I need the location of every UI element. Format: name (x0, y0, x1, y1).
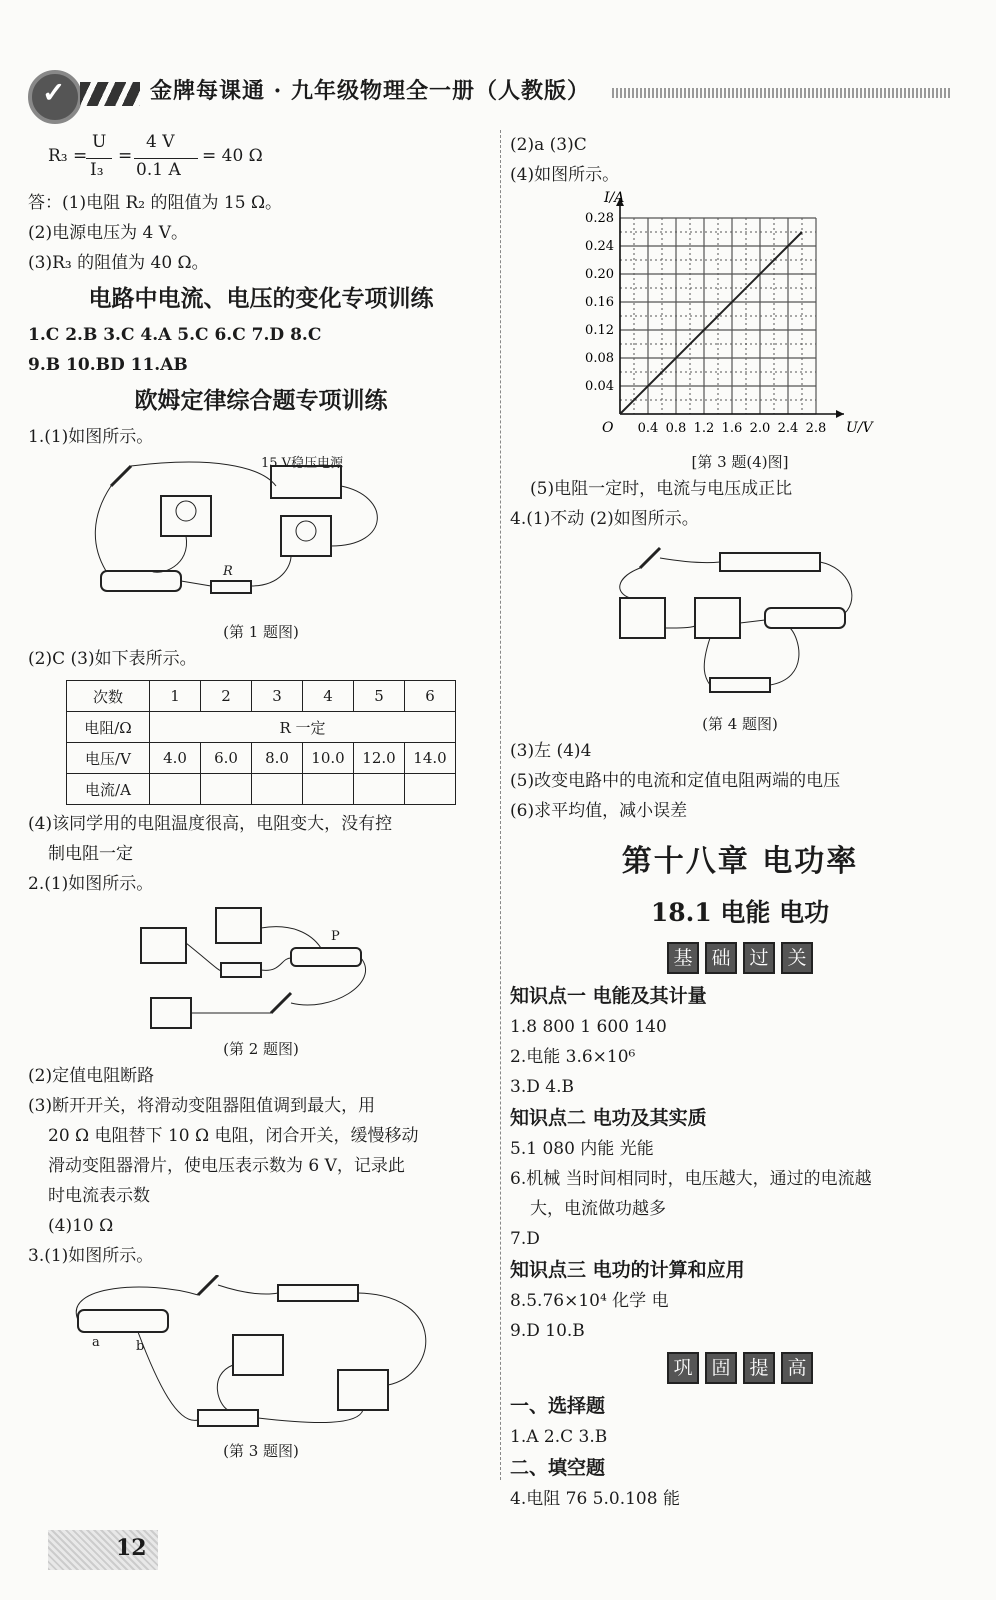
battery-3 (278, 1285, 358, 1301)
meter-8 (695, 598, 740, 638)
q2-part3-line2: 20 Ω 电阻替下 10 Ω 电阻，闭合开关，缓慢移动 (48, 1126, 419, 1146)
r-line-4: 4.(1)不动 (2)如图所示。 (510, 509, 699, 529)
x-tick-label: 2.4 (777, 421, 799, 436)
switch-3 (198, 1275, 218, 1295)
rheostat-3 (78, 1310, 168, 1332)
formula-i: I₃ (90, 160, 104, 180)
iu-graph (570, 190, 930, 450)
wire-o (138, 1332, 198, 1420)
page-header (0, 60, 996, 130)
medal-icon (28, 70, 82, 124)
answer-3: (3)R₃ 的阻值为 40 Ω。 (28, 253, 209, 273)
figure-2-caption: (第 2 题图) (223, 1040, 299, 1058)
q2-text: 2.(1)如图所示。 (28, 874, 154, 894)
switch-2 (271, 993, 291, 1013)
r-line-5: (3)左 (4)4 (510, 741, 592, 761)
section-title: 18.1 电能 电功 (650, 898, 830, 927)
meter-7 (620, 598, 665, 638)
data-table (66, 680, 456, 805)
frac-line-1 (86, 158, 112, 159)
page-number: 12 (116, 1535, 147, 1561)
point-b-label: b (136, 1339, 145, 1354)
wire-x (770, 628, 799, 685)
r-line-7: (6)求平均值，减小误差 (510, 801, 688, 821)
slider-label: P (331, 929, 340, 944)
graph-caption: [第 3 题(4)图] (691, 453, 789, 471)
x-axis-label: U/V (846, 420, 873, 436)
badge-char: 基 (667, 942, 699, 974)
header-title: 金牌每课通 · 九年级物理全一册（人教版） (150, 78, 590, 104)
battery-2 (151, 998, 191, 1028)
formula-prefix: R₃ = (48, 146, 88, 166)
heading-fill: 二、填空题 (510, 1457, 606, 1479)
power-label: 15 V稳压电源 (261, 456, 344, 471)
resistor-1 (211, 581, 251, 593)
wire-t (620, 568, 640, 598)
table-row (67, 743, 456, 774)
header-rule (612, 88, 952, 98)
formula-u: U (92, 132, 107, 152)
x-axis-arrow (836, 410, 844, 418)
table-cell: 电流/A (67, 774, 150, 805)
x-tick-label: 1.2 (693, 421, 715, 436)
knowledge-point-2: 知识点二 电功及其实质 (510, 1107, 707, 1129)
wire-m (218, 1285, 278, 1294)
resistor-2 (221, 963, 261, 977)
wire-n (358, 1293, 426, 1385)
wire-k (261, 927, 321, 948)
rheostat-1 (101, 571, 181, 591)
wire-d (181, 581, 211, 586)
wire-g (186, 943, 221, 971)
rheostat-2 (291, 948, 361, 966)
table-cell: 电阻/Ω (67, 712, 150, 743)
wire-c (331, 486, 377, 546)
formula-result: = 40 Ω (202, 146, 263, 166)
section-title-1: 电路中电流、电压的变化专项训练 (88, 285, 434, 312)
right-column (510, 130, 970, 1514)
answer-2: (2)电源电压为 4 V。 (28, 223, 188, 243)
table-row (67, 712, 456, 743)
badge-char: 础 (705, 942, 737, 974)
frac-line-2 (134, 158, 198, 159)
ammeter-1 (161, 496, 211, 536)
table-header: 2 (201, 681, 252, 712)
badge-char: 过 (743, 942, 775, 974)
wire-q (258, 1410, 363, 1423)
table-cell (354, 774, 405, 805)
y-tick-label: 0.12 (585, 323, 614, 338)
table-cell: R 一定 (150, 712, 456, 743)
y-tick-label: 0.16 (585, 295, 614, 310)
q2-part3-line4: 时电流表示数 (48, 1186, 150, 1206)
knowledge-point-3: 知识点三 电功的计算和应用 (510, 1259, 745, 1281)
origin-label: O (602, 420, 614, 436)
table-cell (252, 774, 303, 805)
table-cell (303, 774, 354, 805)
switch-4 (640, 548, 660, 568)
r-line-3: (5)电阻一定时，电流与电压成正比 (530, 479, 793, 499)
y-axis-label: I/A (604, 190, 625, 206)
wire-s (820, 562, 852, 613)
battery-4 (720, 553, 820, 571)
switch-1 (111, 466, 131, 486)
y-tick-label: 0.20 (585, 267, 614, 282)
wire-h (261, 958, 291, 970)
q2-part2: (2)定值电阻断路 (28, 1066, 155, 1086)
x-tick-label: 2.0 (749, 421, 771, 436)
x-tick-label: 0.4 (637, 421, 659, 436)
k-line-2: 2.电能 3.6×10⁶ (510, 1047, 636, 1067)
meter-dial-2 (296, 521, 316, 541)
table-cell: 14.0 (405, 743, 456, 774)
meter-3 (141, 928, 186, 963)
table-cell: 6.0 (201, 743, 252, 774)
formula-den: 0.1 A (136, 160, 181, 180)
figure-1-caption: (第 1 题图) (223, 623, 299, 641)
meter-5 (233, 1335, 283, 1375)
q2-part4: (4)10 Ω (48, 1216, 114, 1236)
table-cell: 10.0 (303, 743, 354, 774)
badge-char: 关 (781, 942, 813, 974)
left-column (28, 130, 494, 1463)
stripes-decoration (80, 82, 140, 106)
resistor-label: R (223, 564, 233, 579)
table-cell: 8.0 (252, 743, 303, 774)
k-line-8: 8.5.76×10⁴ 化学 电 (510, 1291, 669, 1311)
sec1-answers-1: 1.C 2.B 3.C 4.A 5.C 6.C 7.D 8.C (28, 325, 322, 345)
series-line (620, 232, 802, 414)
badge-char: 提 (743, 1352, 775, 1384)
table-cell: 电压/V (67, 743, 150, 774)
sec1-answers-2: 9.B 10.BD 11.AB (28, 355, 188, 375)
y-tick-label: 0.28 (585, 211, 614, 226)
wire-v (740, 620, 765, 623)
q2-part3-line1: (3)断开开关，将滑动变阻器阻值调到最大，用 (28, 1096, 376, 1116)
rheostat-4 (765, 608, 845, 628)
answer-1: 答：(1)电阻 R₂ 的阻值为 15 Ω。 (28, 193, 283, 213)
y-tick-label: 0.04 (585, 379, 614, 394)
table-cell (405, 774, 456, 805)
figure-4-svg (610, 538, 870, 708)
badge-char: 高 (781, 1352, 813, 1384)
formula-num: 4 V (146, 132, 175, 152)
wire-a (95, 486, 111, 571)
table-header: 1 (150, 681, 201, 712)
q3-text: 3.(1)如图所示。 (28, 1246, 154, 1266)
wire-f (151, 536, 187, 572)
r-line-6: (5)改变电路中的电流和定值电阻两端的电压 (510, 771, 841, 791)
basic-badge (510, 942, 970, 974)
r-line-1: (2)a (3)C (510, 135, 587, 155)
figure-3-caption: (第 3 题图) (223, 1442, 299, 1460)
figure-4-caption: (第 4 题图) (702, 715, 778, 733)
k-line-7: 7.D (510, 1229, 540, 1249)
resistor-4 (710, 678, 770, 692)
x-tick-label: 1.6 (721, 421, 743, 436)
table-cell: 4.0 (150, 743, 201, 774)
table-cell: 12.0 (354, 743, 405, 774)
meter-4 (216, 908, 261, 943)
figure-3-svg (68, 1275, 448, 1435)
column-divider (500, 130, 502, 1480)
wire-e (251, 556, 291, 586)
table-cell (150, 774, 201, 805)
c-line-2: 4.电阻 76 5.0.108 能 (510, 1489, 680, 1509)
wire-b (131, 462, 276, 486)
q1-text: 1.(1)如图所示。 (28, 427, 154, 447)
figure-2-svg (131, 903, 391, 1033)
wire-u (665, 626, 695, 628)
section-title-2: 欧姆定律综合题专项训练 (134, 387, 388, 414)
figure-1-circuit (91, 456, 431, 616)
badge-char: 巩 (667, 1352, 699, 1384)
figure-3-circuit (68, 1275, 448, 1435)
k-line-6b: 大，电流做功越多 (530, 1199, 666, 1219)
figure-4-circuit (610, 538, 870, 708)
q1-part4-line2: 制电阻一定 (48, 844, 133, 864)
k-line-3: 3.D 4.B (510, 1077, 574, 1097)
chapter-title: 第十八章 电功率 (621, 844, 859, 879)
k-line-1: 1.8 800 1 600 140 (510, 1017, 667, 1037)
badge-char: 固 (705, 1352, 737, 1384)
formula-eq: = (118, 146, 133, 166)
y-tick-label: 0.08 (585, 351, 614, 366)
q2-part3-line3: 滑动变阻器滑片，使电压表示数为 6 V，记录此 (48, 1156, 405, 1176)
k-line-6a: 6.机械 当时间相同时，电压越大，通过的电流越 (510, 1169, 872, 1189)
point-a-label: a (92, 1335, 100, 1350)
table-row (67, 774, 456, 805)
wire-r (660, 558, 720, 563)
k-line-5: 5.1 080 内能 光能 (510, 1139, 654, 1159)
figure-2-circuit (131, 903, 391, 1033)
voltmeter-1 (281, 516, 331, 556)
table-header: 4 (303, 681, 354, 712)
c-line-1: 1.A 2.C 3.B (510, 1427, 608, 1447)
meter-dial-1 (176, 501, 196, 521)
coil-board (198, 1410, 258, 1426)
k-line-9: 9.D 10.B (510, 1321, 585, 1341)
formula (28, 130, 494, 188)
table-header-row (67, 681, 456, 712)
heading-choice: 一、选择题 (510, 1395, 606, 1417)
meter-6 (338, 1370, 388, 1410)
table-header: 5 (354, 681, 405, 712)
table-header: 6 (405, 681, 456, 712)
x-tick-label: 0.8 (665, 421, 687, 436)
y-tick-label: 0.24 (585, 239, 614, 254)
table-header: 次数 (67, 681, 150, 712)
wire-p (217, 1365, 233, 1410)
x-tick-label: 2.8 (805, 421, 827, 436)
figure-1-svg (91, 456, 431, 616)
knowledge-point-1: 知识点一 电能及其计量 (510, 985, 707, 1007)
r-line-2: (4)如图所示。 (510, 165, 620, 185)
table-cell (201, 774, 252, 805)
q1-part2: (2)C (3)如下表所示。 (28, 649, 197, 669)
q1-part4-line1: (4)该同学用的电阻温度很高，电阻变大，没有控 (28, 814, 393, 834)
improve-badge (510, 1352, 970, 1384)
wire-l (76, 1287, 198, 1320)
table-header: 3 (252, 681, 303, 712)
